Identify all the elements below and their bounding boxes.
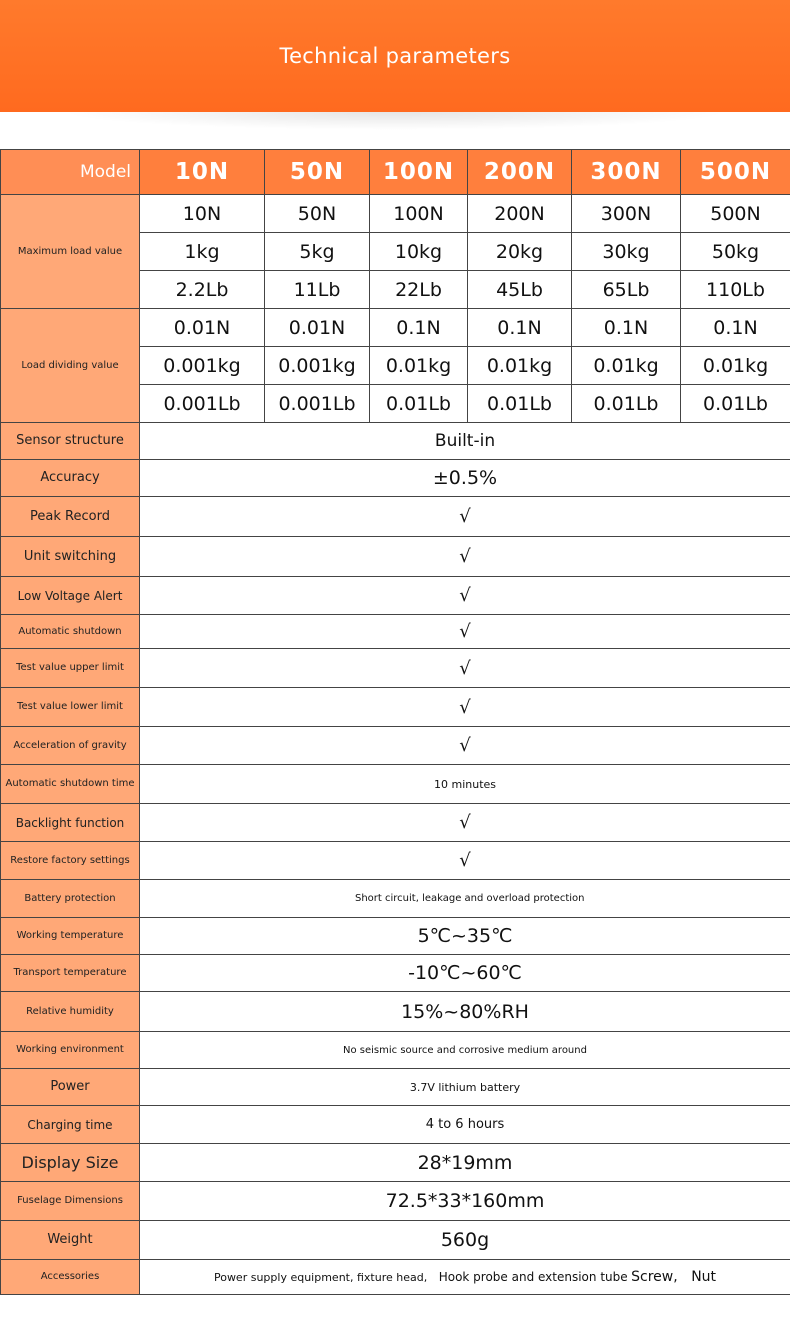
load-div-label: Load dividing value [1,309,140,423]
cell: 0.1N [681,309,790,347]
spec-label: Charging time [1,1106,140,1144]
spec-row [1,1182,790,1221]
cell: 0.1N [468,309,572,347]
spec-label: Accuracy [1,460,140,497]
cell: 110Lb [681,271,790,309]
spec-value: √ [140,842,790,880]
spec-row [1,992,790,1032]
cell: 50N [265,195,370,233]
spec-value: √ [140,615,790,649]
cell: 100N [370,195,468,233]
cell: 45Lb [468,271,572,309]
cell: 0.01Lb [572,385,681,423]
spec-label: Relative humidity [1,992,140,1032]
spec-row [1,804,790,842]
spec-label: Acceleration of gravity [1,727,140,765]
spec-label: Restore factory settings [1,842,140,880]
spec-row [1,649,790,688]
spec-value: √ [140,649,790,688]
cell: 10kg [370,233,468,271]
model-label: Model [1,150,140,195]
spec-label: Working environment [1,1032,140,1069]
cell: 0.001Lb [265,385,370,423]
spec-row [1,423,790,460]
spec-label: Backlight function [1,804,140,842]
spec-label: Working temperature [1,918,140,955]
cell: 0.01kg [572,347,681,385]
cell: 10N [140,195,265,233]
spec-row [1,1260,790,1295]
spec-row [1,460,790,497]
spec-row [1,615,790,649]
cell: 2.2Lb [140,271,265,309]
spec-value: 3.7V lithium battery [140,1069,790,1106]
spec-label: Sensor structure [1,423,140,460]
spec-value: √ [140,577,790,615]
spec-row [1,1032,790,1069]
spec-value: √ [140,804,790,842]
spec-label: Weight [1,1221,140,1260]
header-banner [0,0,790,112]
model-500n: 500N [681,150,790,195]
spec-value: ±0.5% [140,460,790,497]
spec-label: Transport temperature [1,955,140,992]
cell: 11Lb [265,271,370,309]
accessory-text: Screw, [631,1269,678,1285]
cell: 0.01kg [370,347,468,385]
spec-row [1,537,790,577]
spec-label: Test value upper limit [1,649,140,688]
spec-label: Low Voltage Alert [1,577,140,615]
max-load-row [1,195,790,233]
model-200n: 200N [468,150,572,195]
page-title: Technical parameters [279,44,511,68]
spec-value: √ [140,727,790,765]
max-load-label: Maximum load value [1,195,140,309]
spec-table [0,149,790,1295]
model-10n: 10N [140,150,265,195]
spec-value: 28*19mm [140,1144,790,1182]
cell: 1kg [140,233,265,271]
spec-label: Test value lower limit [1,688,140,727]
cell: 0.001kg [140,347,265,385]
spec-value: Built-in [140,423,790,460]
model-row [1,150,790,195]
spec-value: -10℃~60℃ [140,955,790,992]
spec-row [1,955,790,992]
spec-label: Automatic shutdown [1,615,140,649]
spec-value: Short circuit, leakage and overload protection [140,880,790,918]
accessories-value [140,1260,790,1295]
banner-shadow [60,112,730,130]
spec-label: Power [1,1069,140,1106]
spec-value: 15%~80%RH [140,992,790,1032]
cell: 0.01kg [468,347,572,385]
cell: 0.01Lb [468,385,572,423]
spec-value: 72.5*33*160mm [140,1182,790,1221]
spec-row [1,1221,790,1260]
spec-row [1,765,790,804]
model-50n: 50N [265,150,370,195]
spec-row [1,577,790,615]
cell: 5kg [265,233,370,271]
spec-label: Display Size [1,1144,140,1182]
spec-label: Automatic shutdown time [1,765,140,804]
spec-label: Unit switching [1,537,140,577]
spec-row [1,918,790,955]
spec-value: √ [140,537,790,577]
cell: 0.01Lb [370,385,468,423]
spec-label: Peak Record [1,497,140,537]
spec-row [1,842,790,880]
spec-value: √ [140,688,790,727]
cell: 20kg [468,233,572,271]
cell: 30kg [572,233,681,271]
spec-row [1,1144,790,1182]
spec-row [1,1069,790,1106]
cell: 0.001Lb [140,385,265,423]
cell: 500N [681,195,790,233]
model-300n: 300N [572,150,681,195]
spec-label: Accessories [1,1260,140,1295]
accessory-text: Hook probe and extension tube [438,1270,628,1284]
cell: 0.01N [265,309,370,347]
model-100n: 100N [370,150,468,195]
cell: 0.01kg [681,347,790,385]
spec-row [1,880,790,918]
spec-value: 560g [140,1221,790,1260]
accessory-text: Nut [691,1269,717,1285]
cell: 0.001kg [265,347,370,385]
accessory-text: Power supply equipment, fixture head, [213,1271,428,1284]
cell: 65Lb [572,271,681,309]
cell: 0.01Lb [681,385,790,423]
cell: 300N [572,195,681,233]
spec-row [1,727,790,765]
spec-row [1,497,790,537]
spec-value: 4 to 6 hours [140,1106,790,1144]
spec-label: Fuselage Dimensions [1,1182,140,1221]
cell: 0.1N [572,309,681,347]
cell: 22Lb [370,271,468,309]
spec-label: Battery protection [1,880,140,918]
cell: 50kg [681,233,790,271]
spec-value: 10 minutes [140,765,790,804]
cell: 0.1N [370,309,468,347]
spec-value: 5℃~35℃ [140,918,790,955]
cell: 0.01N [140,309,265,347]
spec-value: No seismic source and corrosive medium around [140,1032,790,1069]
spec-row [1,688,790,727]
spec-row [1,1106,790,1144]
cell: 200N [468,195,572,233]
spec-value: √ [140,497,790,537]
load-div-row [1,309,790,347]
